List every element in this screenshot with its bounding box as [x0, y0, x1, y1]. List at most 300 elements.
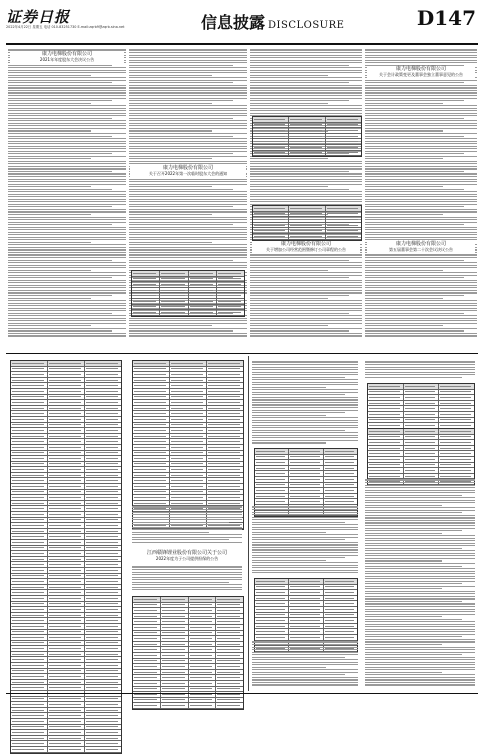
table-cell: [289, 460, 323, 465]
text-line: [129, 209, 247, 210]
table-cell: [439, 412, 474, 417]
table-cell: [404, 440, 440, 445]
text-line: [252, 412, 345, 413]
text-line: [365, 211, 477, 212]
table-cell: [207, 372, 243, 377]
text-line: [132, 584, 242, 585]
text-line: [250, 292, 362, 293]
table-cell: [133, 434, 170, 439]
text-line: [365, 369, 475, 370]
text-line: [365, 485, 475, 486]
table-cell: [170, 478, 207, 483]
text-line: [365, 115, 477, 116]
table-cell: [289, 579, 323, 584]
table-cell: [207, 423, 243, 428]
table-cell: [85, 495, 121, 500]
text-line: [129, 199, 247, 200]
table-cell: [289, 128, 325, 133]
table-cell: [48, 725, 85, 730]
table-cell: [189, 271, 217, 276]
text-line: [8, 249, 126, 250]
table-cell: [85, 674, 121, 679]
table-cell: [48, 613, 85, 618]
text-line: [365, 92, 477, 93]
table-cell: [133, 378, 170, 383]
text-line: [129, 143, 247, 144]
text-line: [365, 158, 443, 159]
text-line: [8, 181, 126, 182]
text-line: [8, 108, 126, 109]
text-line: [129, 85, 247, 86]
text-line: [8, 287, 126, 288]
table-cell: [324, 460, 357, 465]
table-cell: [255, 590, 289, 595]
text-line: [8, 227, 126, 228]
column-separator: [248, 356, 249, 691]
table-cell: [255, 596, 289, 601]
table-cell: [255, 460, 289, 465]
table-cell: [132, 310, 160, 315]
table-upper-col2: [131, 270, 245, 317]
text-line: [365, 603, 475, 604]
text-line: [250, 57, 362, 58]
text-line: [250, 168, 362, 169]
text-line: [365, 171, 464, 172]
text-line: [8, 171, 112, 172]
table-cell: [48, 557, 85, 562]
text-line: [365, 85, 477, 86]
text-line: [8, 303, 126, 304]
table-cell: [85, 423, 121, 428]
text-line: [365, 662, 475, 663]
text-line: [252, 644, 358, 645]
table-cell: [253, 134, 289, 139]
text-line: [252, 427, 358, 428]
table-cell: [132, 282, 160, 287]
text-line: [365, 641, 475, 642]
table-cell: [133, 417, 170, 422]
text-line: [8, 123, 126, 124]
table-cell: [85, 562, 121, 567]
text-line: [129, 72, 247, 73]
article-title: 江西赣锋锂业股份有限公司关于公司: [146, 550, 227, 556]
text-line: [8, 80, 126, 81]
text-line: [8, 323, 126, 324]
text-line: [252, 547, 358, 548]
table-cell: [189, 642, 217, 647]
table-cell: [404, 451, 440, 456]
text-line: [250, 176, 362, 177]
table-cell: [133, 389, 170, 394]
table-cell: [368, 440, 404, 445]
table-cell: [170, 484, 207, 489]
text-line: [365, 525, 475, 526]
text-line: [129, 80, 247, 81]
table-cell: [216, 636, 243, 641]
text-line: [8, 318, 126, 319]
table-cell: [11, 518, 48, 523]
text-line: [365, 500, 475, 501]
text-line: [8, 148, 126, 149]
text-line: [365, 624, 475, 625]
text-line: [250, 184, 362, 185]
table-cell: [133, 423, 170, 428]
text-line: [250, 330, 349, 331]
table-cell: [85, 613, 121, 618]
table-cell: [207, 478, 243, 483]
bottom-rule: [6, 693, 478, 694]
text-line: [132, 577, 242, 578]
table-cell: [216, 597, 243, 602]
text-line: [132, 579, 242, 580]
text-line: [8, 138, 126, 139]
text-line: [365, 335, 477, 336]
text-line: [252, 394, 345, 395]
table-cell: [255, 471, 289, 476]
table-cell: [253, 228, 289, 233]
text-line: [365, 333, 477, 334]
text-line: [129, 186, 212, 187]
table-cell: [48, 439, 85, 444]
table-cell: [404, 429, 440, 434]
article-subtitle: 第五届董事会第二十次会议决议公告: [389, 247, 453, 252]
table-cell: [85, 400, 121, 405]
table-cell: [11, 434, 48, 439]
text-line: [250, 282, 362, 283]
text-line: [250, 277, 349, 278]
text-line: [8, 244, 126, 245]
table-cell: [85, 551, 121, 556]
table-cell: [48, 708, 85, 713]
text-line: [252, 519, 358, 520]
text-line: [252, 402, 358, 403]
table-cell: [439, 401, 474, 406]
text-line: [365, 512, 462, 513]
table-cell: [85, 484, 121, 489]
text-line: [8, 100, 112, 101]
table-cell: [368, 435, 404, 440]
table-cell: [324, 483, 357, 488]
text-line: [365, 566, 462, 567]
text-line: [129, 138, 247, 139]
text-line: [129, 103, 212, 104]
text-line: [365, 621, 475, 622]
text-line: [365, 677, 475, 678]
text-line: [252, 512, 358, 513]
table-cell: [85, 428, 121, 433]
table-cell: [48, 383, 85, 388]
table-cell: [85, 630, 121, 635]
table-cell: [133, 406, 170, 411]
table-cell: [85, 713, 121, 718]
table-cell: [216, 670, 243, 675]
table-cell: [170, 423, 207, 428]
text-line: [365, 507, 475, 508]
text-line: [365, 153, 464, 154]
table-cell: [85, 557, 121, 562]
text-line: [250, 92, 362, 93]
text-line: [365, 581, 475, 582]
text-line: [8, 247, 126, 248]
table-cell: [189, 288, 217, 293]
table-cell: [255, 466, 289, 471]
text-line: [8, 217, 126, 218]
table-cell: [289, 206, 325, 211]
text-line: [250, 95, 362, 96]
text-line: [132, 529, 242, 530]
text-line: [8, 70, 126, 71]
text-line: [250, 80, 362, 81]
table-cell: [207, 378, 243, 383]
table-cell: [160, 299, 188, 304]
text-line: [129, 257, 247, 258]
table-cell: [324, 499, 357, 504]
table-cell: [439, 446, 474, 451]
text-line: [252, 534, 358, 535]
table-cell: [253, 234, 289, 239]
text-line: [129, 239, 247, 240]
table-cell: [48, 428, 85, 433]
text-line: [132, 524, 242, 525]
text-line: [365, 535, 475, 536]
table-cell: [368, 451, 404, 456]
text-line: [365, 502, 475, 503]
text-line: [365, 522, 475, 523]
text-line: [8, 113, 126, 114]
text-line: [8, 186, 91, 187]
table-cell: [85, 372, 121, 377]
text-line: [365, 568, 475, 569]
text-line: [250, 305, 362, 306]
text-line: [250, 67, 362, 68]
table-cell: [161, 653, 189, 658]
table-cell: [189, 703, 217, 708]
text-line: [365, 262, 477, 263]
table-cell: [85, 602, 121, 607]
text-line: [252, 361, 358, 362]
table-cell: [85, 462, 121, 467]
text-line: [132, 587, 242, 588]
text-line: [252, 539, 345, 540]
table-cell: [133, 631, 161, 636]
table-cell: [404, 463, 440, 468]
article-title: 康力电梯股份有限公司: [41, 51, 92, 57]
table-cell: [289, 151, 325, 156]
text-line: [129, 232, 247, 233]
table-cell: [404, 446, 440, 451]
text-line: [365, 189, 464, 190]
table-cell: [216, 642, 243, 647]
text-line: [252, 557, 345, 558]
table-cell: [11, 506, 48, 511]
table-cell: [48, 624, 85, 629]
table-cell: [160, 288, 188, 293]
table-lower-col1: [10, 360, 122, 754]
text-line: [8, 67, 126, 68]
table-cell: [48, 562, 85, 567]
text-line: [365, 626, 475, 627]
table-cell: [48, 501, 85, 506]
text-line: [365, 629, 475, 630]
table-cell: [48, 602, 85, 607]
table-cell: [48, 484, 85, 489]
text-line: [8, 156, 126, 157]
table-cell: [133, 439, 170, 444]
text-line: [252, 649, 358, 650]
text-line: [252, 379, 358, 380]
table-cell: [11, 713, 48, 718]
table-cell: [48, 630, 85, 635]
text-line: [365, 201, 477, 202]
table-cell: [326, 234, 361, 239]
table-cell: [85, 529, 121, 534]
table-cell: [324, 613, 357, 618]
text-line: [8, 163, 126, 164]
table-cell: [289, 494, 323, 499]
text-line: [132, 509, 242, 510]
text-line: [365, 60, 477, 61]
table-cell: [368, 401, 404, 406]
text-line: [250, 72, 362, 73]
text-line: [8, 206, 112, 207]
text-line: [365, 100, 464, 101]
table-cell: [216, 659, 243, 664]
table-cell: [161, 664, 189, 669]
table-cell: [161, 670, 189, 675]
text-line: [365, 598, 475, 599]
table-cell: [48, 579, 85, 584]
text-line: [8, 184, 126, 185]
text-line: [365, 479, 475, 480]
table-cell: [85, 596, 121, 601]
text-line: [8, 143, 126, 144]
text-line: [365, 320, 477, 321]
text-line: [365, 548, 462, 549]
table-cell: [404, 412, 440, 417]
text-line: [365, 558, 475, 559]
text-line: [129, 125, 247, 126]
table-cell: [11, 630, 48, 635]
table-cell: [132, 305, 160, 310]
text-line: [365, 270, 443, 271]
text-line: [129, 148, 247, 149]
table-cell: [216, 631, 243, 636]
text-line: [250, 265, 362, 266]
table-cell: [439, 390, 474, 395]
table-cell: [133, 484, 170, 489]
table-cell: [189, 647, 217, 652]
table-cell: [85, 669, 121, 674]
table-cell: [255, 494, 289, 499]
text-line: [129, 262, 247, 263]
table-cell: [48, 445, 85, 450]
text-line: [250, 323, 362, 324]
text-line: [8, 310, 126, 311]
table-cell: [326, 223, 361, 228]
text-line: [252, 524, 358, 525]
table-cell: [48, 546, 85, 551]
lower-column-4-text: [365, 360, 475, 380]
table-cell: [289, 466, 323, 471]
table-cell: [11, 657, 48, 662]
table-cell: [170, 383, 207, 388]
text-line: [132, 512, 242, 513]
text-line: [129, 70, 247, 71]
table-cell: [189, 619, 217, 624]
table-cell: [253, 217, 289, 222]
table-cell: [289, 607, 323, 612]
table-cell: [11, 590, 48, 595]
table-cell: [404, 390, 440, 395]
table-cell: [133, 659, 161, 664]
text-line: [129, 65, 233, 66]
table-cell: [48, 663, 85, 668]
table-cell: [133, 687, 161, 692]
table-cell: [189, 614, 217, 619]
table-cell: [326, 139, 361, 144]
text-line: [8, 209, 126, 210]
table-cell: [289, 499, 323, 504]
text-line: [250, 315, 362, 316]
table-cell: [11, 400, 48, 405]
text-line: [129, 108, 247, 109]
text-line: [8, 191, 126, 192]
table-cell: [85, 383, 121, 388]
table-cell: [170, 406, 207, 411]
table-cell: [368, 457, 404, 462]
text-line: [129, 318, 247, 319]
table-cell: [11, 730, 48, 735]
table-cell: [48, 685, 85, 690]
text-line: [129, 214, 212, 215]
text-line: [365, 148, 477, 149]
table-cell: [85, 523, 121, 528]
table-cell: [189, 282, 217, 287]
table-cell: [368, 468, 404, 473]
text-line: [129, 260, 233, 261]
table-cell: [85, 501, 121, 506]
text-line: [129, 90, 247, 91]
table-upper-col3-b: [252, 205, 362, 241]
table-cell: [253, 212, 289, 217]
table-cell: [11, 568, 48, 573]
table-cell: [133, 462, 170, 467]
table-cell: [324, 449, 357, 454]
text-line: [365, 609, 475, 610]
text-line: [365, 647, 475, 648]
text-line: [252, 506, 358, 507]
issue-info: 2022年4月22日 星期五 电话 010-83251730 E-mail:zqrb9@zqrb.sina.net: [6, 25, 125, 29]
table-cell: [48, 518, 85, 523]
text-line: [129, 237, 247, 238]
table-cell: [85, 624, 121, 629]
table-cell: [133, 395, 170, 400]
text-line: [8, 173, 126, 174]
text-line: [365, 644, 442, 645]
text-line: [252, 532, 326, 533]
text-line: [129, 92, 247, 93]
table-cell: [216, 647, 243, 652]
table-cell: [189, 681, 217, 686]
table-cell: [48, 423, 85, 428]
table-cell: [48, 389, 85, 394]
table-cell: [132, 288, 160, 293]
table-cell: [216, 625, 243, 630]
table-cell: [255, 635, 289, 640]
text-line: [8, 290, 126, 291]
text-line: [250, 196, 362, 197]
text-line: [8, 265, 126, 266]
